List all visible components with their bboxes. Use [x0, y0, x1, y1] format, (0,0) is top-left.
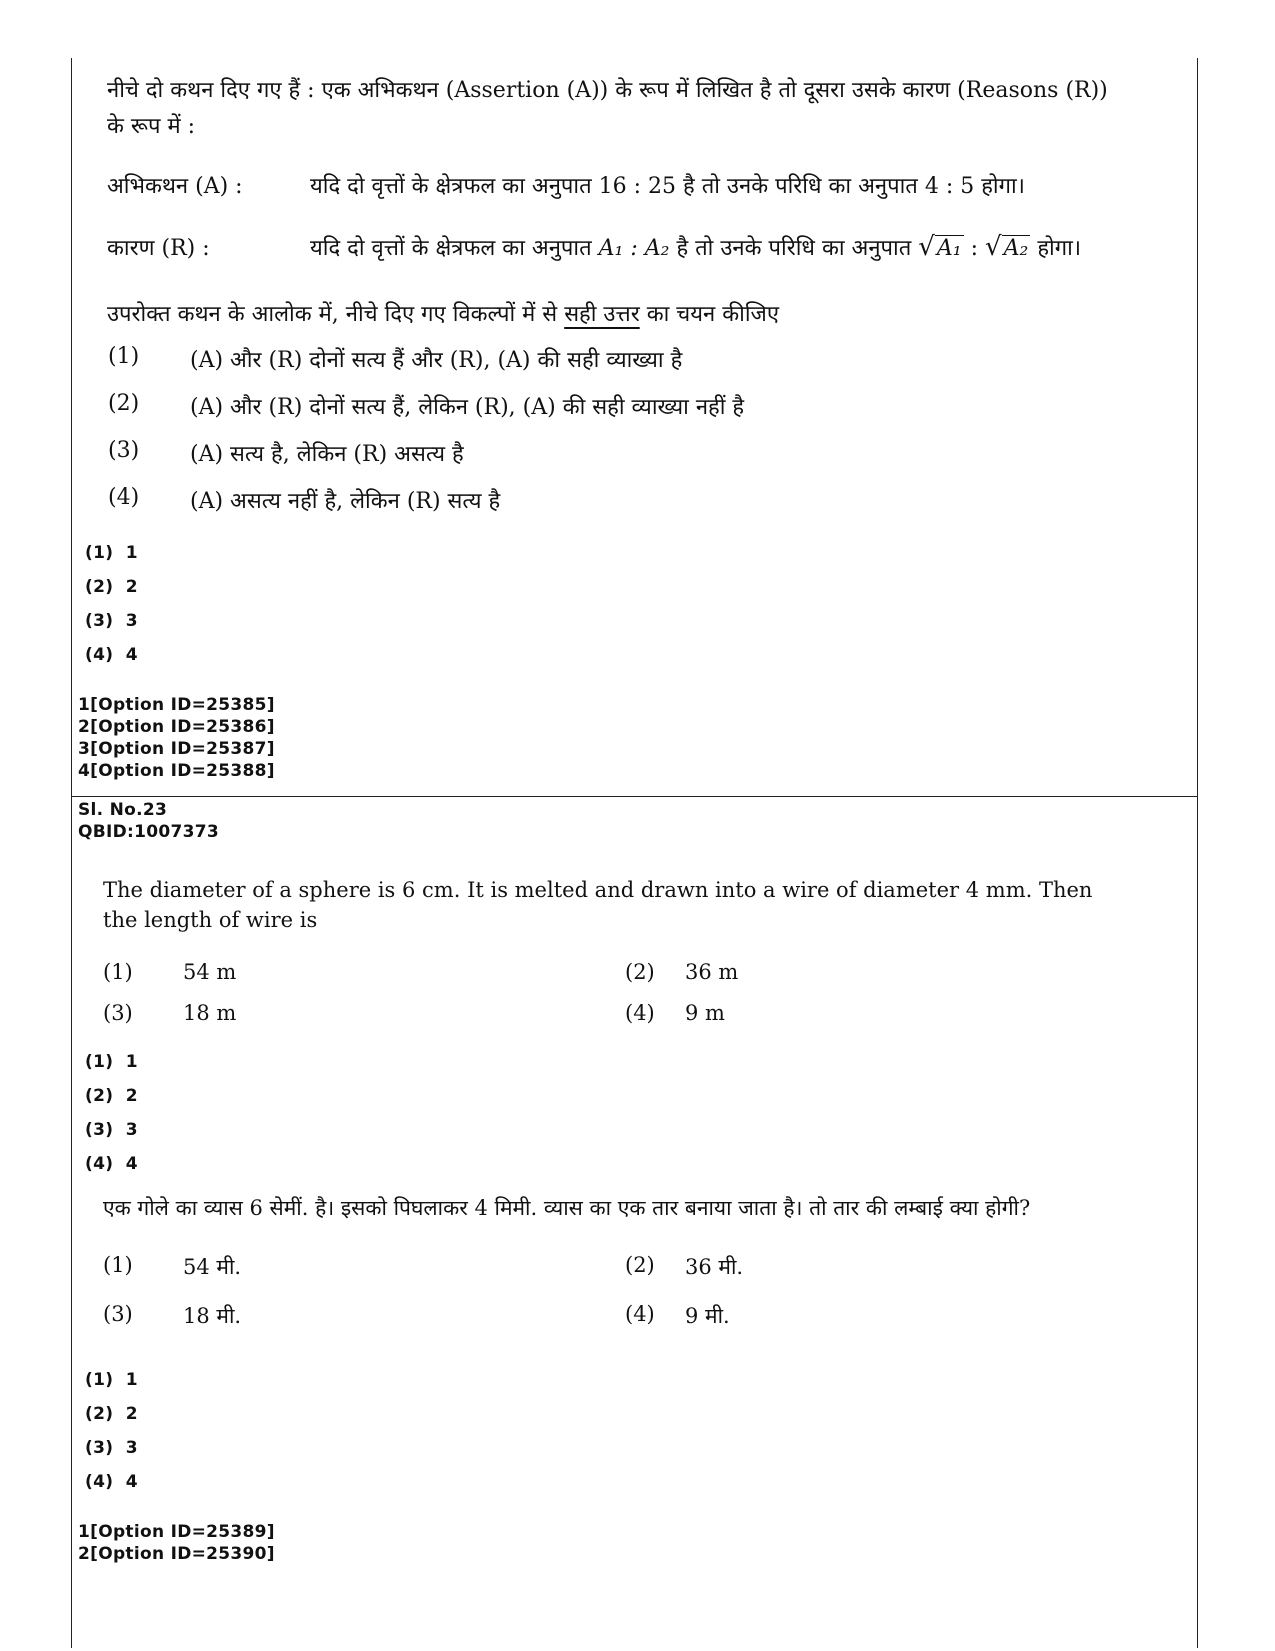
q22-choice-3-num: (3) — [108, 438, 140, 463]
q23-option-id-1: 1[Option ID=25389] — [78, 1522, 275, 1542]
q23-hi-choice-2-text: 36 मी. — [685, 1255, 744, 1279]
sqrt-a1: √A₁ — [918, 232, 962, 262]
q23-hi-choice-4-num: (4) — [625, 1302, 655, 1326]
q23-en-choice-1-num: (1) — [103, 960, 133, 984]
reason-colon: : — [970, 236, 979, 261]
q23-en-line2: the length of wire is — [103, 908, 318, 932]
reason-ratio: A₁ : A₂ — [598, 236, 670, 261]
q23-hi-choice-1-text: 54 मी. — [183, 1255, 242, 1279]
q22-answer-4: (4) 4 — [85, 645, 138, 665]
q23-hi-choice-3-num: (3) — [103, 1302, 133, 1326]
q22-option-id-1: 1[Option ID=25385] — [78, 695, 275, 715]
q23-en-line1: The diameter of a sphere is 6 cm. It is melted and drawn into a wire of diameter 4 mm. Then — [103, 878, 1093, 902]
q23-en-choice-4-num: (4) — [625, 1001, 655, 1025]
q23-hi-line: एक गोले का व्यास 6 सेमीं. है। इसको पिघलाकर 4 मिमी. व्यास का एक तार बनाया जाता है। तो तार की लम्बाई क्या होगी? — [103, 1196, 1031, 1220]
q23-en-choice-1-text: 54 m — [183, 960, 237, 984]
q22-reason-text — [310, 232, 1081, 262]
q23-en-choice-3-num: (3) — [103, 1001, 133, 1025]
q22-answer-2: (2) 2 — [85, 577, 138, 597]
q23-en-choice-2-text: 36 m — [685, 960, 739, 984]
q22-intro-line2: के रूप में : — [107, 114, 196, 139]
q22-choice-4-text: (A) असत्य नहीं है, लेकिन (R) सत्य है — [190, 489, 501, 514]
q22-choice-2-num: (2) — [108, 391, 140, 416]
q23-en-choice-4-text: 9 m — [685, 1001, 725, 1025]
q22-instruction — [107, 298, 779, 328]
q23-hi-answer-3: (3) 3 — [85, 1438, 138, 1458]
page-frame — [71, 58, 1198, 1648]
q23-en-answer-2: (2) 2 — [85, 1086, 138, 1106]
q22-choice-4-num: (4) — [108, 485, 140, 510]
q23-hi-choice-4-text: 9 मी. — [685, 1304, 730, 1328]
q23-en-answer-4: (4) 4 — [85, 1154, 138, 1174]
reason-text-mid: है तो उनके परिधि का अनुपात — [676, 236, 912, 261]
q23-en-choice-3-text: 18 m — [183, 1001, 237, 1025]
q22-choice-1-num: (1) — [108, 344, 140, 369]
q23-option-id-2: 2[Option ID=25390] — [78, 1544, 275, 1564]
q23-en-answer-3: (3) 3 — [85, 1120, 138, 1140]
q23-qbid: QBID:1007373 — [78, 822, 220, 842]
q22-choice-2-text: (A) और (R) दोनों सत्य हैं, लेकिन (R), (A) की सही व्याख्या नहीं है — [190, 395, 745, 420]
sqrt-a2: √A₂ — [985, 232, 1029, 262]
q22-assertion-label: अभिकथन (A) : — [107, 174, 243, 199]
q22-option-id-3: 3[Option ID=25387] — [78, 739, 275, 759]
q22-intro-line1: नीचे दो कथन दिए गए हैं : एक अभिकथन (Assertion (A)) के रूप में लिखित है तो दूसरा उसके कारण (Reasons (R)) — [107, 78, 1108, 103]
q23-hi-answer-2: (2) 2 — [85, 1404, 138, 1424]
q23-hi-choice-2-num: (2) — [625, 1253, 655, 1277]
q23-hi-answer-1: (1) 1 — [85, 1370, 138, 1390]
q22-option-id-2: 2[Option ID=25386] — [78, 717, 275, 737]
q22-choice-1-text: (A) और (R) दोनों सत्य हैं और (R), (A) की सही व्याख्या है — [190, 348, 683, 373]
q22-choice-3-text: (A) सत्य है, लेकिन (R) असत्य है — [190, 442, 464, 467]
instruction-pre: उपरोक्त कथन के आलोक में, नीचे दिए गए विकल्पों में से — [107, 302, 558, 327]
instruction-underlined: सही उत्तर — [564, 302, 640, 327]
q23-hi-answer-4: (4) 4 — [85, 1472, 138, 1492]
q23-en-answer-1: (1) 1 — [85, 1052, 138, 1072]
q22-assertion-text: यदि दो वृत्तों के क्षेत्रफल का अनुपात 16 : 25 है तो उनके परिधि का अनुपात 4 : 5 होगा। — [310, 174, 1026, 199]
reason-text-pre: यदि दो वृत्तों के क्षेत्रफल का अनुपात — [310, 236, 592, 261]
question-divider — [71, 796, 1198, 797]
q23-sl-no: Sl. No.23 — [78, 800, 168, 820]
q23-en-choice-2-num: (2) — [625, 960, 655, 984]
instruction-post: का चयन कीजिए — [646, 302, 780, 327]
q23-hi-choice-3-text: 18 मी. — [183, 1304, 242, 1328]
q22-answer-1: (1) 1 — [85, 543, 138, 563]
q22-option-id-4: 4[Option ID=25388] — [78, 761, 275, 781]
q23-hi-choice-1-num: (1) — [103, 1253, 133, 1277]
q22-reason-label: कारण (R) : — [107, 236, 210, 261]
reason-text-end: होगा। — [1037, 236, 1082, 261]
q22-answer-3: (3) 3 — [85, 611, 138, 631]
